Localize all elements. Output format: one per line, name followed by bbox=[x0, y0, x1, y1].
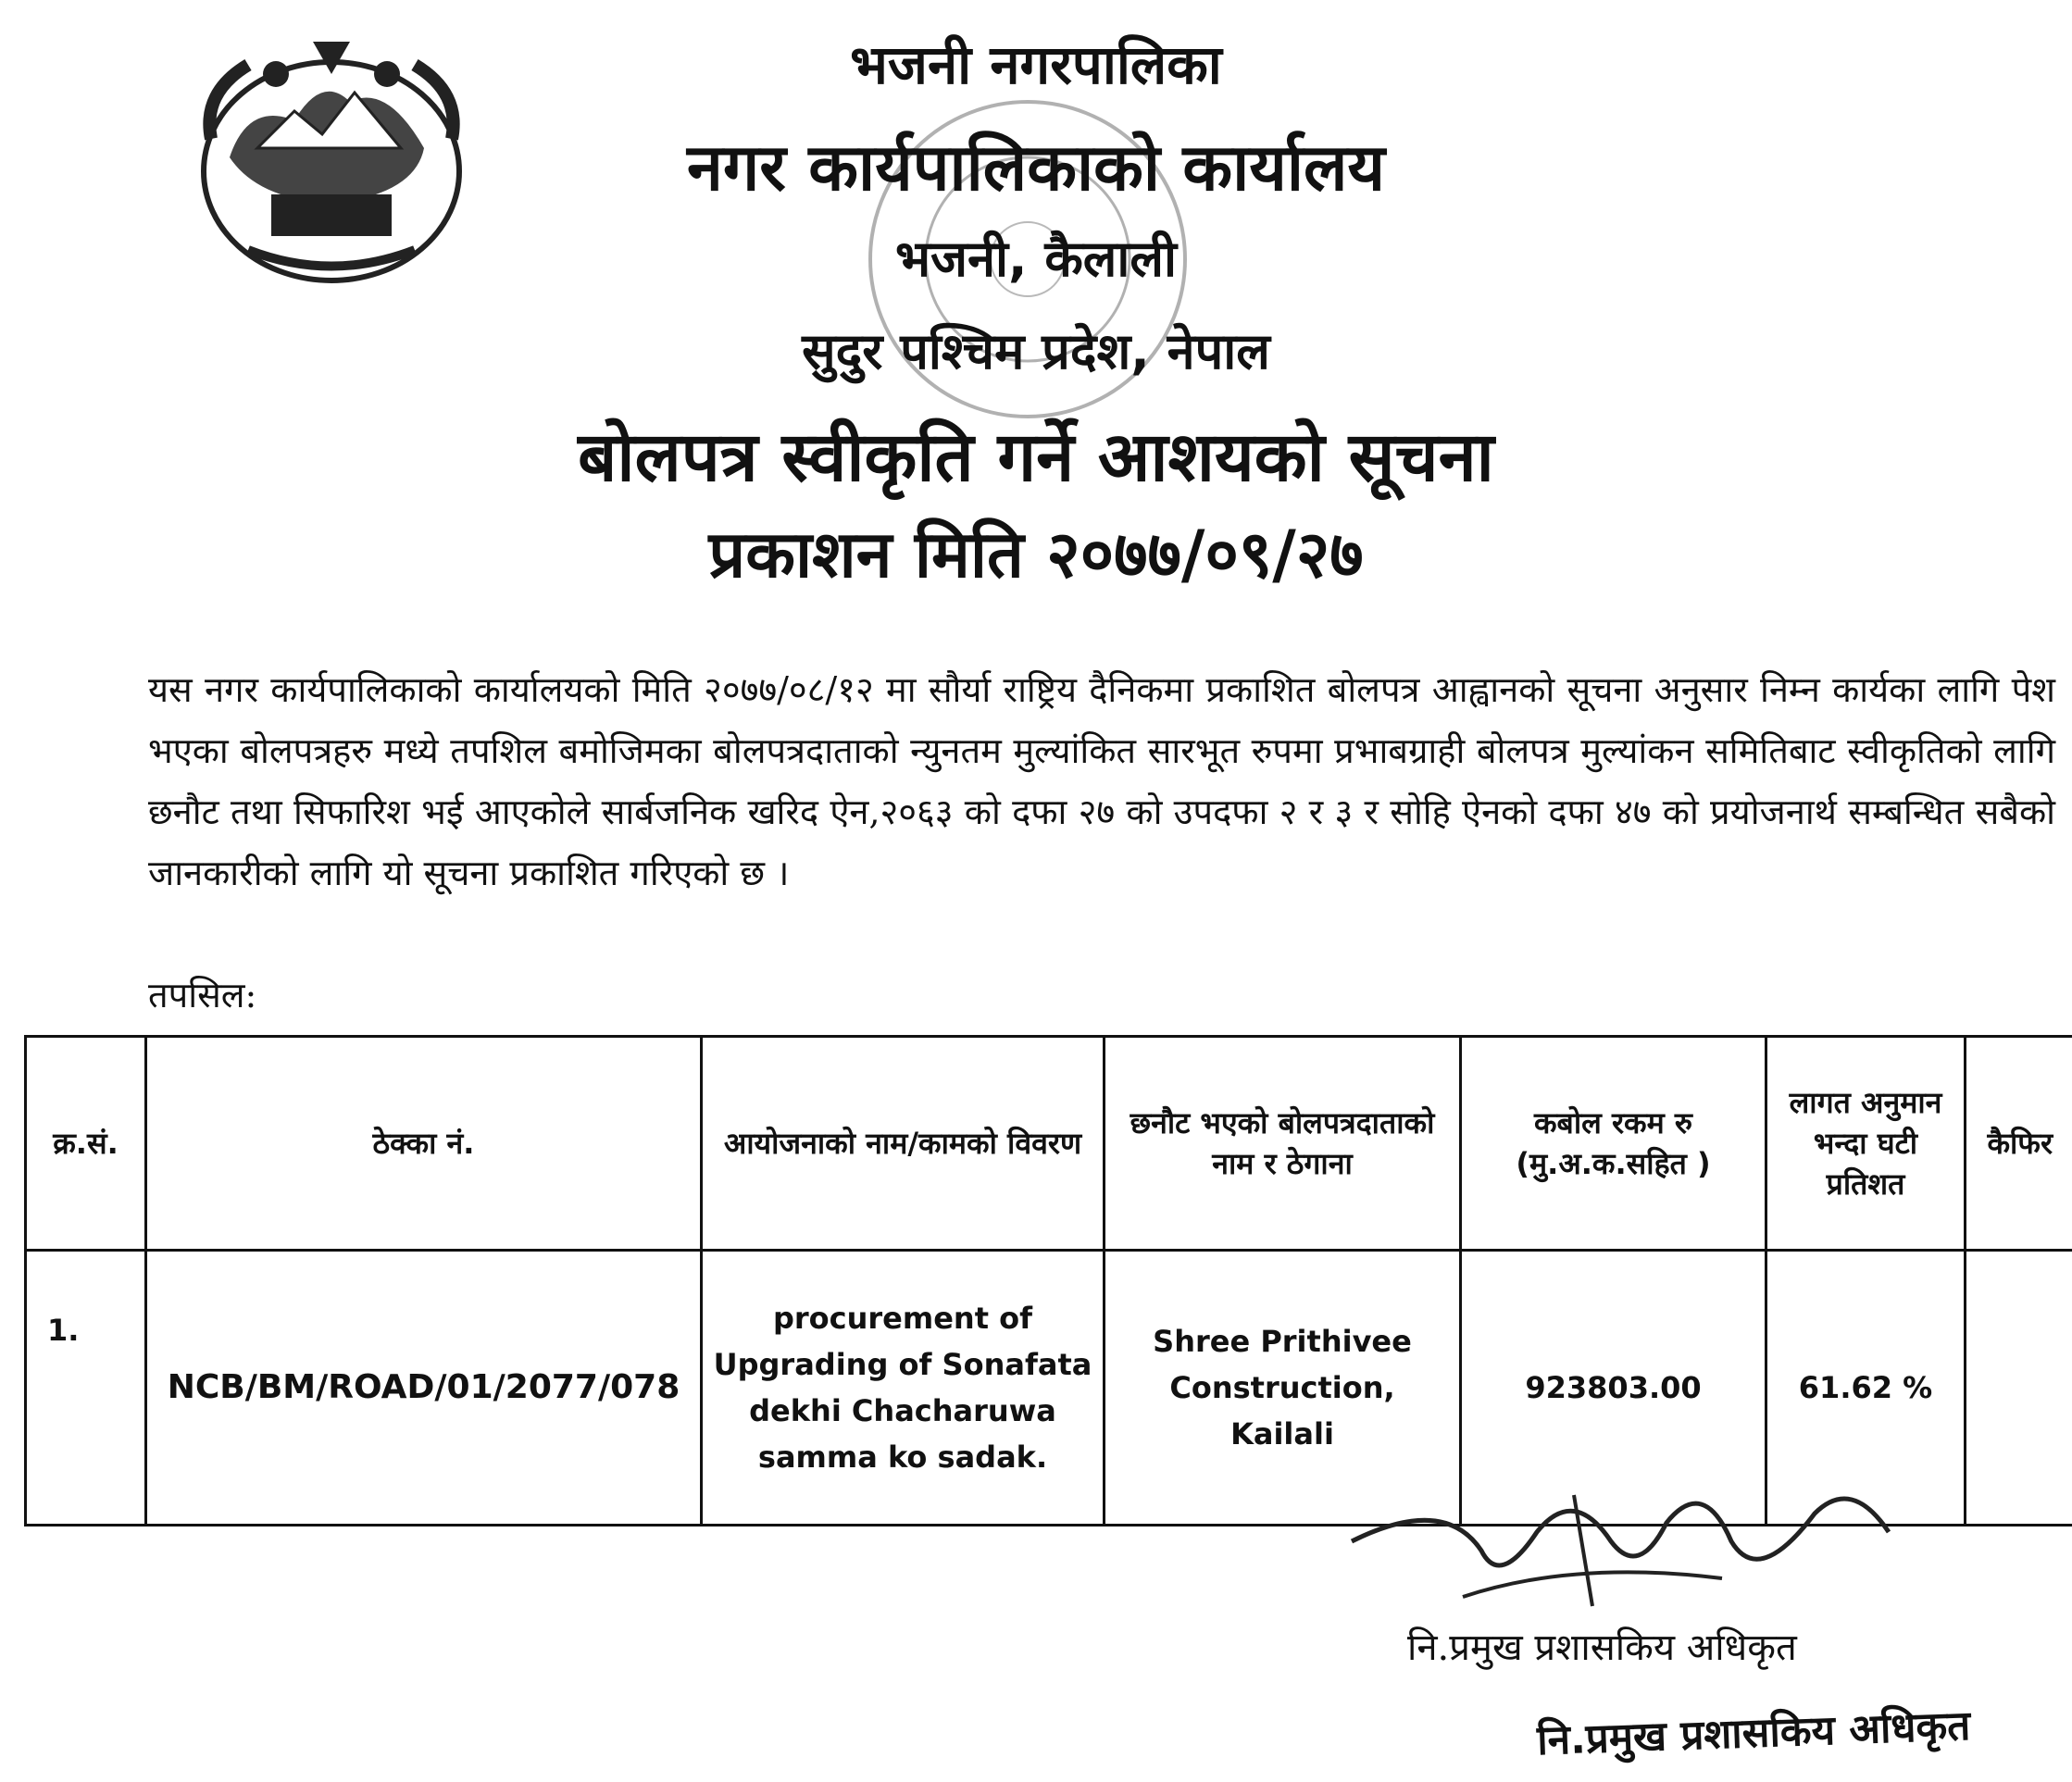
province-name: सुदुर पश्चिम प्रदेश, नेपाल bbox=[802, 322, 1270, 380]
designation-seal: नि.प्रमुख प्रशासकिय अधिकृत bbox=[1536, 1701, 1972, 1765]
row-bidder: Shree Prithivee Construction, Kailali bbox=[1105, 1251, 1461, 1526]
table-header-row bbox=[26, 1037, 2072, 1251]
header-project: आयोजनाको नाम/कामको विवरण bbox=[702, 1037, 1105, 1251]
header-sn: क्र.सं. bbox=[26, 1037, 146, 1251]
bid-table bbox=[24, 1035, 2072, 1527]
row-contract-no: NCB/BM/ROAD/01/2077/078 bbox=[146, 1251, 702, 1526]
signature-icon bbox=[1333, 1458, 1907, 1625]
row-remarks bbox=[1966, 1251, 2072, 1526]
row-amount: 923803.00 bbox=[1461, 1251, 1766, 1526]
header-contract-no: ठेक्का नं. bbox=[146, 1037, 702, 1251]
municipality-name: भजनी नगरपालिका bbox=[850, 33, 1222, 96]
details-label: तपसिल: bbox=[148, 975, 257, 1016]
officer-designation: नि.प्रमुख प्रशासकिय अधिकृत bbox=[1407, 1626, 1797, 1669]
row-percent: 61.62 % bbox=[1766, 1251, 1966, 1526]
row-sn: 1. bbox=[26, 1251, 146, 1526]
header-percent: लागत अनुमान भन्दा घटी प्रतिशत bbox=[1766, 1037, 1966, 1251]
office-name: नगर कार्यपालिकाको कार्यालय bbox=[686, 130, 1386, 206]
row-project: procurement of Upgrading of Sonafata dekhi Chacharuwa samma ko sadak. bbox=[702, 1251, 1105, 1526]
notice-paragraph: यस नगर कार्यपालिकाको कार्यालयको मिति २०७७/०८/१२ मा सौर्या राष्ट्रिय दैनिकमा प्रकाशित बोलपत्र आह्वानको सूचना अनुसार निम्न कार्यका लागि पेश भएका बोलपत्रहरु मध्ये तपशिल बमोजिमका बोलपत्रदाताको न्युनतम मुल्यांकित सारभूत रुपमा प्रभाबग्राही बोलपत्र मुल्यांकन समितिबाट स्वीकृतिको लागि छनौट तथा सिफारिश भई आएकोले सार्बजनिक खरिद ऐन,२०६३ को दफा २७ को उपदफा २ र ३ र सोहि ऐनको दफा ४७ को प्रयोजनार्थ सम्बन्धित सबैको जानकारीको लागि यो सूचना प्रकाशित गरिएको छ । bbox=[148, 669, 2055, 893]
header-bidder: छनौट भएको बोलपत्रदाताको नाम र ठेगाना bbox=[1105, 1037, 1461, 1251]
office-location: भजनी, कैलाली bbox=[895, 230, 1177, 288]
publication-date: प्रकाशन मिति २०७७/०९/२७ bbox=[708, 517, 1364, 592]
header-amount: कबोल रकम रु (मु.अ.क.सहित ) bbox=[1461, 1037, 1766, 1251]
header-remarks: कैफिर bbox=[1966, 1037, 2072, 1251]
notice-title: बोलपत्र स्वीकृति गर्ने आशयको सूचना bbox=[578, 417, 1494, 497]
